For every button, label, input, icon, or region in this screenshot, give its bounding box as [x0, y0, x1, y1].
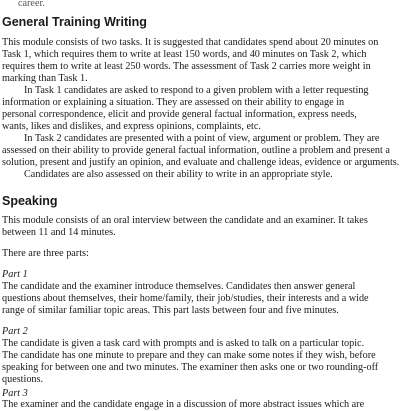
- writing-line-12: Candidates are also assessed on their ability to write in an appropriate style.: [24, 169, 333, 180]
- top-cut-fragment: career.: [18, 0, 45, 9]
- part-1-line-2: questions about themselves, their home/family, their job/studies, their interests and a wide: [2, 293, 369, 304]
- part-2-line-2: The candidate has one minute to prepare and they can make some notes if they wish, before: [2, 350, 376, 361]
- part-2-line-4: questions.: [2, 374, 44, 385]
- part-1-label: Part 1: [2, 269, 28, 280]
- part-2-line-1: The candidate is given a task card with prompts and is asked to talk on a particular topic.: [2, 338, 365, 349]
- speaking-parts-intro: There are three parts:: [2, 248, 89, 259]
- speaking-intro-line-2: between 11 and 14 minutes.: [2, 227, 116, 238]
- writing-line-10: assessed on their ability to provide general factual information, outline a problem and present a: [2, 145, 390, 156]
- writing-line-8: wants, likes and dislikes, and express opinions, complaints, etc.: [2, 121, 261, 132]
- part-1-line-1: The candidate and the examiner introduce themselves. Candidates then answer general: [2, 281, 356, 292]
- writing-line-4: marking than Task 1.: [2, 73, 88, 84]
- writing-line-5: In Task 1 candidates are asked to respond to a given problem with a letter requesting: [24, 85, 369, 96]
- part-3-line-1: The examiner and the candidate engage in a discussion of more abstract issues which are: [2, 399, 365, 410]
- writing-line-1: This module consists of two tasks. It is suggested that candidates spend about 20 minutes on: [2, 37, 379, 48]
- part-2-line-3: speaking for between one and two minutes. The examiner then asks one or two rounding-off: [2, 362, 379, 373]
- speaking-heading: Speaking: [2, 194, 58, 208]
- writing-heading: General Training Writing: [2, 15, 147, 29]
- writing-line-9: In Task 2 candidates are presented with a point of view, argument or problem. They are: [24, 133, 380, 144]
- speaking-intro-line-1: This module consists of an oral interview between the candidate and an examiner. It takes: [2, 215, 368, 226]
- part-1-line-3: range of similar familiar topic areas. This part lasts between four and five minutes.: [2, 305, 339, 316]
- writing-line-6: information or explaining a situation. They are assessed on their ability to engage in: [2, 97, 345, 108]
- writing-line-7: personal correspondence, elicit and provide general factual information, express needs,: [2, 109, 357, 120]
- part-2-label: Part 2: [2, 326, 28, 337]
- writing-line-2: Task 1, which requires them to write at least 150 words, and 40 minutes on Task 2, which: [2, 49, 367, 60]
- part-3-label: Part 3: [2, 388, 28, 399]
- writing-line-3: requires them to write at least 250 words. The assessment of Task 2 carries more weight in: [2, 61, 371, 72]
- writing-line-11: solution, present and justify an opinion, and evaluate and challenge ideas, evidence or arguments.: [2, 157, 400, 168]
